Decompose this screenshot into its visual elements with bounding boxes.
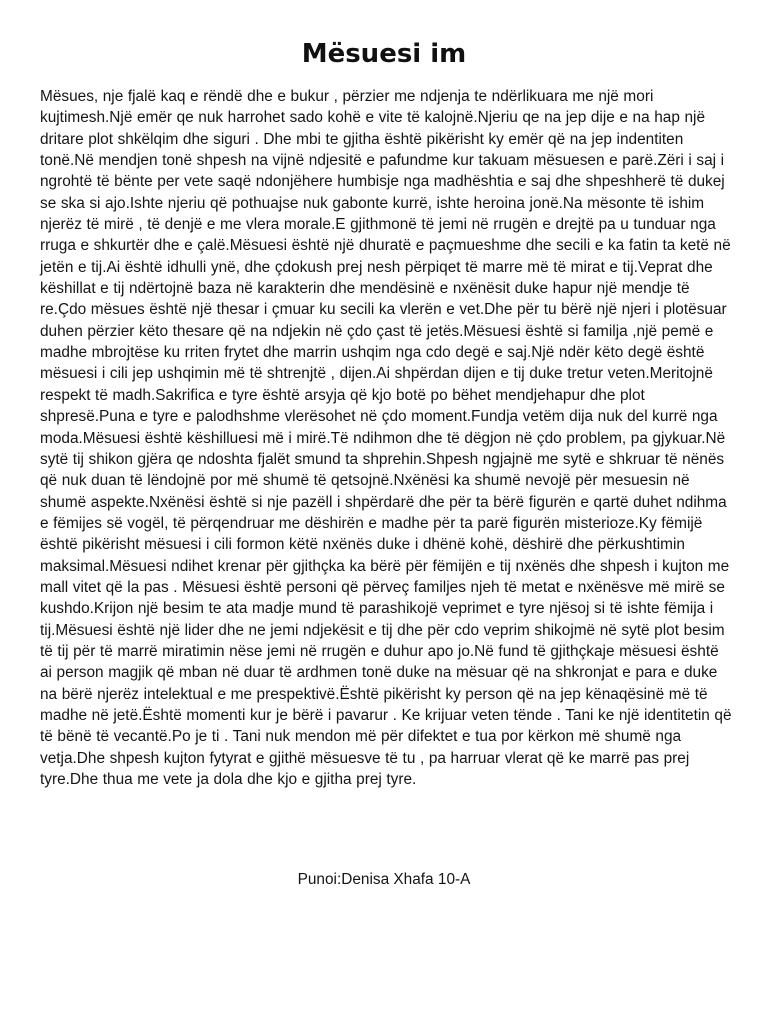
document-title: Mësuesi im [301, 39, 467, 69]
author-signature: Punoi:Denisa Xhafa 10-A [297, 871, 471, 888]
essay-body: Mësues, nje fjalë kaq e rëndë dhe e bukur , përzier me ndjenja te ndërlikuara me një mori kujtimesh.Një emër qe nuk harrohet sado kohë e vite të kalojnë.Njeriu qe na jep dije e na hap një dritare plot shkëlqim dhe siguri . Dhe mbi te gjitha është pikërisht ky emër që na jep indentiten tonë.Në mendjen tonë shpesh na vijnë ndjesitë e pafundme kur takuam mësuesen e parë.Zëri i saj i ngrohtë të bënte per vete saqë ndonjëhere humbisje nga madhështia e saj dhe shpeshherë të dukej se ska si ajo.Ishte njeriu që pothuajse nuk gabonte kurrë, ishte heroina jonë.Na mësonte të ishim njerëz të mirë , të denjë e me vlera morale.E gjithmonë të jemi në rrugën e drejtë pa u tunduar nga rruga e shkurtër dhe e çalë.Mësuesi është një dhuratë e paçmueshme dhe secili e ka fatin ta ketë në jetën e tij.Ai është idhulli ynë, dhe çdokush prej nesh përpiqet të marre më të mirat e tij.Veprat dhe këshillat e tij ndërtojnë baza në karakterin dhe mendësinë e nxënësit duke hapur një mendje të re.Çdo mësues është një thesar i çmuar ku secili ka vlerën e vet.Dhe për tu bërë një njeri i plotësuar duhen përzier këto thesare që na ndjekin në çdo çast të jetës.Mësuesi është si familja ,një pemë e madhe mbrojtëse ku rriten frytet dhe marrin ushqim nga cdo degë e saj.Një ndër këto degë është mësuesi i cili jep ushqimin më të shtrenjtë , dijen.Ai shpërdan dijen e tij duke tretur veten.Meritojnë respekt të madh.Sakrifica e tyre është arsyja që kjo botë po bëhet mendjehapur dhe plot shpresë.Puna e tyre e palodhshme vlerësohet në çdo moment.Fundja vetëm dija nuk del kurrë nga moda.Mësuesi është këshilluesi më i mirë.Të ndihmon dhe të dëgjon në çdo problem, pa gjykuar.Në sytë tij shikon gjëra qe ndoshta fjalët smund ta shprehin.Shpesh ngjajnë me sytë e shkruar të nënës që nuk duan të lëndojnë por më shumë të qetsojnë.Nxënësi ka shumë nevojë për mesuesin në shumë aspekte.Nxënësi është si nje pazëll i shpërdarë dhe për ta bërë figurën e qartë duhet ndihma e fëmijes së vogël, të përqendruar me dëshirën e madhe për ta parë figurën misterioze.Ky fëmijë është pikërisht mësuesi i cili formon këtë nxënës duke i dhënë kohë, dëshirë dhe përkushtimin maksimal.Mësuesi ndihet krenar për gjithçka ka bërë për fëmijën e tij nxënës dhe shpesh i kujton me mall vitet që la pas . Mësuesi është personi që përveç familjes njeh të metat e nxënësve më mirë se kushdo.Krijon një besim te ata madje mund të parashikojë veprimet e tyre njësoj si të ishte fëmija i tij.Mësuesi është një lider dhe ne jemi ndjekësit e tij dhe për cdo veprim shikojmë në sytë plot besim të tij për të marrë miratimin nëse jemi në rrugën e duhur apo jo.Në fund të gjithçkaje mësuesi është ai person magjik që mban në duar të ardhmen tonë duke na mësuar që na shkronjat e para e duke na bërë njerëz intelektual e me prespektivë.Është pikërisht ky person që na jep kënaqësinë më të madhe në jetë.Është momenti kur je bërë i pavarur . Ke krijuar veten tënde . Tani ke një identitetin që të bënë të vecantë.Po je ti . Tani nuk mendon më për difektet e tua por kërkon më shumë nga vetja.Dhe shpesh kujton fytyrat e gjithë mësuesve të tu , pa harruar vlerat që ke marrë pas prej tyre.Dhe thua me vete ja dola dhe kjo e gjitha prej tyre. [40, 88, 732, 788]
